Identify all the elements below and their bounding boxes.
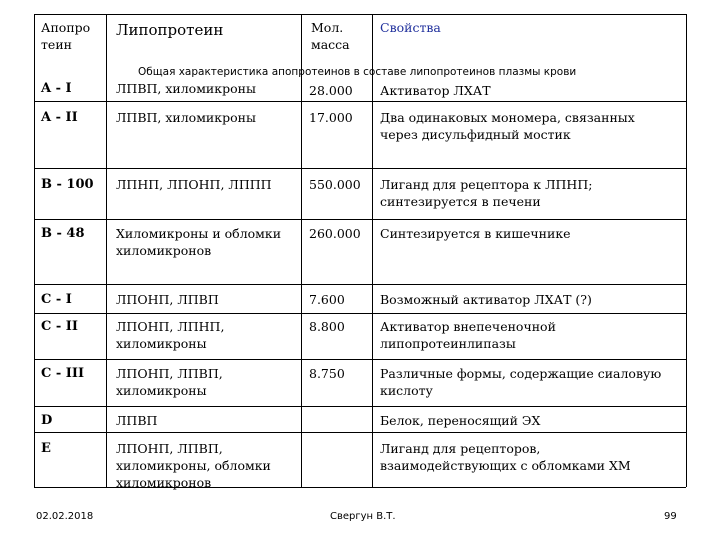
- cell-properties: Белок, переносящий ЭХ: [380, 413, 541, 428]
- cell-properties: Различные формы, содержащие сиаловую кислоту: [380, 366, 662, 398]
- cell-apoprotein: A - II: [41, 110, 78, 125]
- footer-author: Свергун В.Т.: [330, 511, 396, 522]
- row-divider: [34, 313, 686, 314]
- row-divider: [34, 219, 686, 220]
- cell-mass: 7.600: [309, 292, 345, 307]
- cell-properties: Два одинаковых мономера, связанных через дисульфидный мостик: [380, 110, 635, 142]
- footer-date: 02.02.2018: [36, 511, 94, 522]
- cell-properties: Активатор ЛХАТ: [380, 83, 491, 98]
- cell-apoprotein: B - 100: [41, 177, 94, 192]
- cell-lipoprotein: ЛПОНП, ЛПНП, хиломикроны: [116, 319, 225, 351]
- row-divider: [34, 359, 686, 360]
- cell-apoprotein: A - I: [41, 81, 72, 96]
- cell-apoprotein: C - I: [41, 292, 72, 307]
- cell-mass: 8.800: [309, 319, 345, 334]
- row-divider: [34, 284, 686, 285]
- table-right-border: [686, 14, 687, 487]
- cell-lipoprotein: ЛПОНП, ЛПВП, хиломикроны, обломки хиломикронов: [116, 441, 271, 490]
- column-divider: [301, 14, 302, 487]
- row-divider: [34, 406, 686, 407]
- cell-lipoprotein: Хиломикроны и обломки хиломикронов: [116, 226, 282, 258]
- cell-lipoprotein: ЛПВП, хиломикроны: [116, 110, 256, 125]
- header-molecular-mass: Мол. масса: [311, 20, 350, 52]
- header-properties: Свойства: [380, 20, 441, 35]
- cell-properties: Лиганд для рецептора к ЛПНП; синтезируется в печени: [380, 177, 593, 209]
- cell-apoprotein: B - 48: [41, 226, 85, 241]
- cell-properties: Возможный активатор ЛХАТ (?): [380, 292, 592, 307]
- cell-lipoprotein: ЛПВП, хиломикроны: [116, 81, 256, 96]
- table-left-border: [34, 14, 35, 487]
- column-divider: [106, 14, 107, 487]
- cell-mass: 260.000: [309, 226, 361, 241]
- cell-mass: 28.000: [309, 83, 353, 98]
- row-divider: [34, 168, 686, 169]
- table-top-border: [34, 14, 686, 15]
- column-divider: [372, 14, 373, 487]
- cell-mass: 8.750: [309, 366, 345, 381]
- row-divider: [34, 101, 686, 102]
- footer-page-number: 99: [664, 511, 677, 522]
- header-apoprotein: Апопро теин: [41, 20, 91, 52]
- cell-apoprotein: C - II: [41, 319, 78, 334]
- header-lipoprotein: Липопротеин: [116, 21, 224, 39]
- cell-lipoprotein: ЛПНП, ЛПОНП, ЛППП: [116, 177, 272, 192]
- table-caption: Общая характеристика апопротеинов в составе липопротеинов плазмы крови: [138, 66, 577, 78]
- cell-apoprotein: C - III: [41, 366, 85, 381]
- cell-apoprotein: D: [41, 413, 53, 428]
- cell-lipoprotein: ЛПВП: [116, 413, 158, 428]
- cell-properties: Синтезируется в кишечнике: [380, 226, 571, 241]
- cell-mass: 550.000: [309, 177, 361, 192]
- row-divider: [34, 432, 686, 433]
- cell-properties: Активатор внепеченочной липопротеинлипазы: [380, 319, 556, 351]
- cell-apoprotein: E: [41, 441, 51, 456]
- cell-properties: Лиганд для рецепторов, взаимодействующих с обломками ХМ: [380, 441, 631, 473]
- cell-lipoprotein: ЛПОНП, ЛПВП: [116, 292, 219, 307]
- cell-lipoprotein: ЛПОНП, ЛПВП, хиломикроны: [116, 366, 223, 398]
- cell-mass: 17.000: [309, 110, 353, 125]
